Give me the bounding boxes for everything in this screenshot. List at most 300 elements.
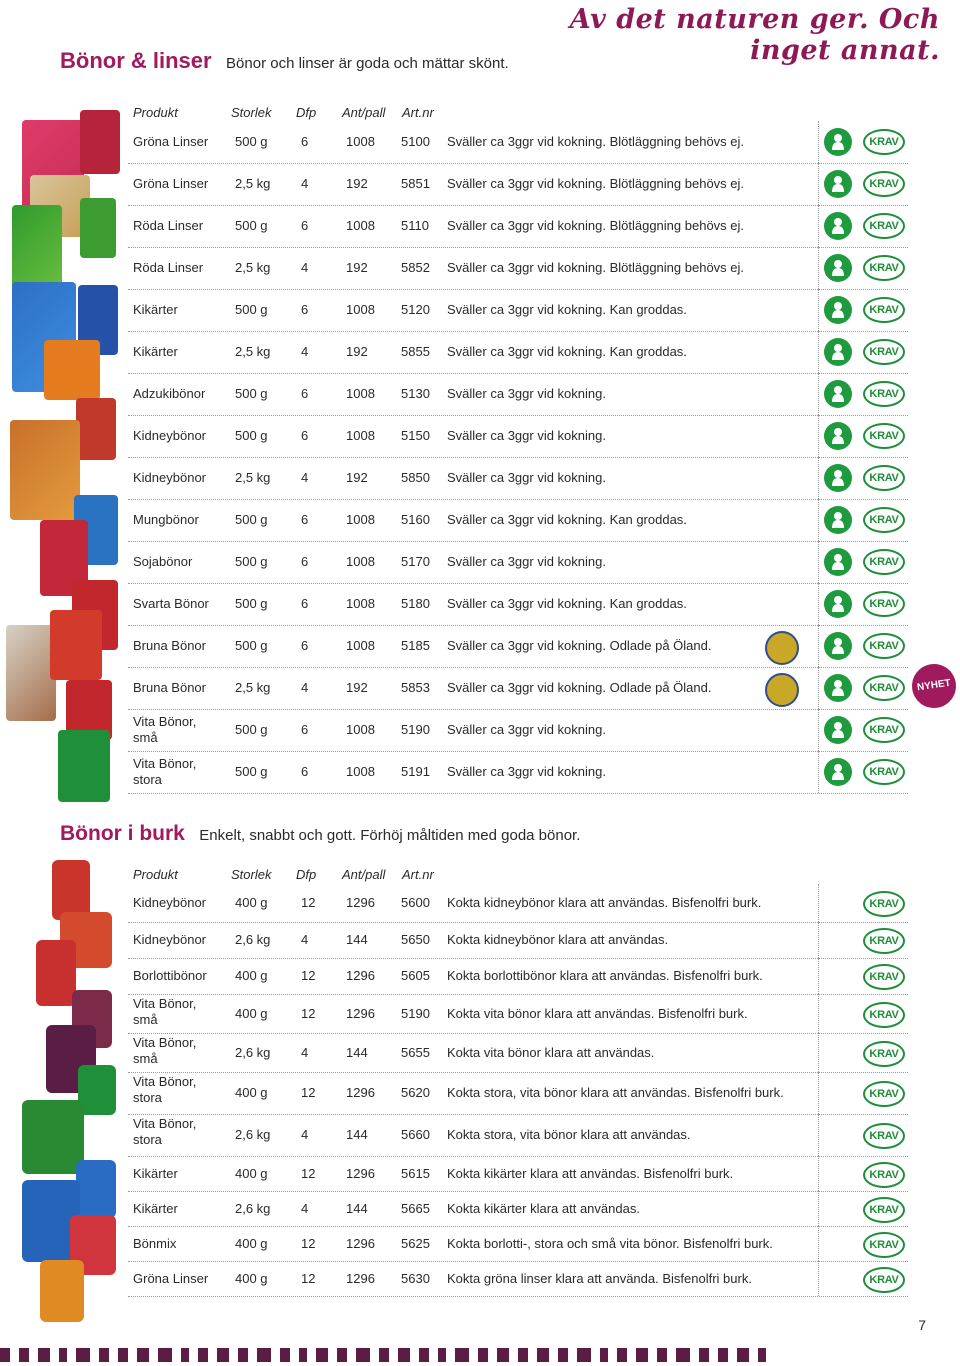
antpall-cell: 192 [346, 680, 368, 695]
krav-logo-icon: KRAV [863, 213, 905, 239]
table-row [128, 958, 908, 995]
krav-logo-icon: KRAV [863, 1267, 905, 1293]
size-cell: 2,5 kg [235, 260, 271, 275]
artnr-cell: 5660 [401, 1127, 430, 1142]
strip-segment [617, 1348, 627, 1362]
table-row [128, 457, 908, 500]
artnr-cell: 5615 [401, 1166, 430, 1181]
artnr-cell: 5605 [401, 968, 430, 983]
strip-segment [419, 1348, 429, 1362]
artnr-cell: 5650 [401, 932, 430, 947]
table-row [128, 1226, 908, 1262]
antpall-cell: 1008 [346, 764, 375, 779]
col-storlek: Storlek [231, 105, 272, 120]
strip-segment [356, 1348, 370, 1362]
dfp-cell: 4 [301, 1045, 309, 1060]
strip-segment [699, 1348, 709, 1362]
col2-artnr: Art.nr [402, 867, 434, 882]
strip-segment [217, 1348, 229, 1362]
section2-title: Bönor i burk [60, 822, 185, 845]
bottom-decoration [0, 1348, 960, 1366]
krav-logo-icon: KRAV [863, 381, 905, 407]
artnr-cell: 5855 [401, 344, 430, 359]
strip-segment [636, 1348, 648, 1362]
artnr-cell: 5150 [401, 428, 430, 443]
description-cell: Sväller ca 3ggr vid kokning. [447, 722, 606, 737]
strip-segment [455, 1348, 469, 1362]
package-image [6, 625, 56, 721]
antpall-cell: 192 [346, 344, 368, 359]
description-cell: Sväller ca 3ggr vid kokning. [447, 386, 606, 401]
origin-seal-icon [765, 673, 799, 707]
product-cell: Vita Bönor, stora [133, 1116, 197, 1147]
page-number: 7 [918, 1317, 926, 1333]
krav-logo-icon: KRAV [863, 591, 905, 617]
product-cell: Kidneybönor [133, 428, 206, 443]
vegan-icon [824, 758, 852, 786]
antpall-cell: 144 [346, 1201, 368, 1216]
strip-segment [38, 1348, 50, 1362]
vegan-icon [824, 422, 852, 450]
krav-logo-icon: KRAV [863, 1002, 905, 1028]
krav-logo-icon: KRAV [863, 297, 905, 323]
product-cell: Vita Bönor, små [133, 996, 197, 1027]
dfp-cell: 12 [301, 1085, 316, 1100]
product-cell: Vita Bönor, små [133, 714, 197, 745]
description-cell: Sväller ca 3ggr vid kokning. Blötläggning behövs ej. [447, 134, 745, 149]
col2-antpall: Ant/pall [342, 867, 386, 882]
krav-logo-icon: KRAV [863, 507, 905, 533]
dfp-cell: 12 [301, 895, 316, 910]
artnr-cell: 5655 [401, 1045, 430, 1060]
col-produkt: Produkt [133, 105, 178, 120]
table-row [128, 1191, 908, 1227]
description-cell: Sväller ca 3ggr vid kokning. Kan groddas. [447, 344, 687, 359]
size-cell: 400 g [235, 1085, 268, 1100]
krav-logo-icon: KRAV [863, 1232, 905, 1258]
product-cell: Gröna Linser [133, 134, 209, 149]
size-cell: 400 g [235, 1236, 268, 1251]
antpall-cell: 1008 [346, 512, 375, 527]
table-row [128, 1114, 908, 1157]
col2-storlek: Storlek [231, 867, 272, 882]
product-cell: Röda Linser [133, 218, 204, 233]
size-cell: 400 g [235, 1166, 268, 1181]
size-cell: 2,6 kg [235, 1127, 271, 1142]
artnr-cell: 5191 [401, 764, 430, 779]
product-cell: Adzukibönor [133, 386, 206, 401]
antpall-cell: 1008 [346, 386, 375, 401]
dfp-cell: 6 [301, 722, 309, 737]
artnr-cell: 5600 [401, 895, 430, 910]
product-cell: Röda Linser [133, 260, 204, 275]
table-row [128, 625, 908, 668]
can-image [40, 1260, 84, 1322]
artnr-cell: 5620 [401, 1085, 430, 1100]
product-cell: Kikärter [133, 344, 178, 359]
antpall-cell: 1296 [346, 1166, 375, 1181]
description-cell: Kokta stora, vita bönor klara att användas. [447, 1127, 691, 1142]
artnr-cell: 5190 [401, 722, 430, 737]
vegan-icon [824, 296, 852, 324]
dfp-cell: 6 [301, 638, 309, 653]
krav-logo-icon: KRAV [863, 717, 905, 743]
antpall-cell: 1008 [346, 638, 375, 653]
product-cell: Kikärter [133, 1201, 178, 1216]
strip-segment [657, 1348, 667, 1362]
section1-title: Bönor & linser [60, 48, 212, 73]
artnr-cell: 5850 [401, 470, 430, 485]
vegan-icon [824, 170, 852, 198]
vegan-icon [824, 716, 852, 744]
dfp-cell: 6 [301, 596, 309, 611]
product-cell: Gröna Linser [133, 1271, 209, 1286]
antpall-cell: 1008 [346, 722, 375, 737]
strip-segment [537, 1348, 549, 1362]
krav-logo-icon: KRAV [863, 465, 905, 491]
product-cell: Kidneybönor [133, 932, 206, 947]
product-cell: Borlottibönor [133, 968, 207, 983]
antpall-cell: 192 [346, 470, 368, 485]
can-image [22, 1100, 84, 1174]
description-cell: Sväller ca 3ggr vid kokning. [447, 428, 606, 443]
krav-logo-icon: KRAV [863, 633, 905, 659]
description-cell: Sväller ca 3ggr vid kokning. Blötläggning behövs ej. [447, 176, 745, 191]
size-cell: 500 g [235, 302, 268, 317]
col2-produkt: Produkt [133, 867, 178, 882]
description-cell: Kokta kidneybönor klara att användas. [447, 932, 669, 947]
description-cell: Sväller ca 3ggr vid kokning. Blötläggning behövs ej. [447, 218, 745, 233]
dfp-cell: 12 [301, 1271, 316, 1286]
col2-dfp: Dfp [296, 867, 317, 882]
strip-segment [257, 1348, 271, 1362]
vegan-icon [824, 506, 852, 534]
dfp-cell: 6 [301, 302, 309, 317]
col-artnr: Art.nr [402, 105, 434, 120]
strip-segment [518, 1348, 528, 1362]
dfp-cell: 6 [301, 512, 309, 527]
description-cell: Kokta borlotti-, stora och små vita bönor. Bisfenolfri burk. [447, 1236, 773, 1251]
size-cell: 500 g [235, 512, 268, 527]
table-row [128, 884, 908, 923]
can-image [52, 860, 90, 920]
tagline: Av det naturen ger. Och inget annat. [569, 4, 940, 66]
strip-segment [118, 1348, 128, 1362]
description-cell: Kokta borlottibönor klara att användas. Bisfenolfri burk. [447, 968, 763, 983]
strip-segment [337, 1348, 347, 1362]
size-cell: 500 g [235, 386, 268, 401]
description-cell: Kokta gröna linser klara att använda. Bisfenolfri burk. [447, 1271, 752, 1286]
strip-segment [577, 1348, 591, 1362]
antpall-cell: 144 [346, 1045, 368, 1060]
vegan-icon [824, 254, 852, 282]
dfp-cell: 6 [301, 554, 309, 569]
vegan-icon [824, 212, 852, 240]
vegan-icon [824, 674, 852, 702]
dfp-cell: 4 [301, 932, 309, 947]
artnr-cell: 5110 [401, 218, 429, 233]
table-row [128, 247, 908, 290]
antpall-cell: 1296 [346, 968, 375, 983]
antpall-cell: 1008 [346, 302, 375, 317]
strip-segment [737, 1348, 749, 1362]
strip-segment [676, 1348, 690, 1362]
dfp-cell: 4 [301, 1127, 309, 1142]
table-row [128, 667, 908, 710]
vegan-icon [824, 338, 852, 366]
dfp-cell: 4 [301, 176, 309, 191]
package-image [50, 610, 102, 680]
strip-segment [497, 1348, 509, 1362]
dfp-cell: 4 [301, 470, 309, 485]
product-cell: Gröna Linser [133, 176, 209, 191]
description-cell: Sväller ca 3ggr vid kokning. Blötläggning behövs ej. [447, 260, 745, 275]
origin-seal-icon [765, 631, 799, 665]
description-cell: Sväller ca 3ggr vid kokning. [447, 470, 606, 485]
strip-segment [379, 1348, 389, 1362]
artnr-cell: 5120 [401, 302, 430, 317]
artnr-cell: 5625 [401, 1236, 430, 1251]
vegan-icon [824, 464, 852, 492]
table-row [128, 331, 908, 374]
col-dfp: Dfp [296, 105, 317, 120]
product-cell: Bruna Bönor [133, 638, 206, 653]
antpall-cell: 1296 [346, 895, 375, 910]
table-row [128, 922, 908, 959]
vegan-icon [824, 632, 852, 660]
krav-logo-icon: KRAV [863, 339, 905, 365]
table-row [128, 205, 908, 248]
description-cell: Kokta vita bönor klara att användas. [447, 1045, 655, 1060]
section2-heading [60, 822, 580, 846]
description-cell: Kokta vita bönor klara att användas. Bisfenolfri burk. [447, 1006, 748, 1021]
size-cell: 400 g [235, 1271, 268, 1286]
strip-segment [19, 1348, 29, 1362]
section1-heading [60, 48, 509, 74]
size-cell: 400 g [235, 968, 268, 983]
dfp-cell: 12 [301, 968, 316, 983]
artnr-cell: 5100 [401, 134, 430, 149]
dfp-cell: 4 [301, 680, 309, 695]
krav-logo-icon: KRAV [863, 928, 905, 954]
artnr-cell: 5185 [401, 638, 430, 653]
table-row [128, 121, 908, 164]
strip-segment [758, 1348, 766, 1362]
vegan-icon [824, 380, 852, 408]
dfp-cell: 4 [301, 344, 309, 359]
can-image [76, 1160, 116, 1218]
description-cell: Sväller ca 3ggr vid kokning. Kan groddas. [447, 512, 687, 527]
dfp-cell: 6 [301, 764, 309, 779]
artnr-cell: 5170 [401, 554, 430, 569]
size-cell: 500 g [235, 638, 268, 653]
description-cell: Kokta stora, vita bönor klara att användas. Bisfenolfri burk. [447, 1085, 784, 1100]
size-cell: 400 g [235, 1006, 268, 1021]
antpall-cell: 192 [346, 260, 368, 275]
strip-segment [137, 1348, 149, 1362]
size-cell: 2,5 kg [235, 470, 271, 485]
antpall-cell: 144 [346, 932, 368, 947]
antpall-cell: 1008 [346, 428, 375, 443]
description-cell: Sväller ca 3ggr vid kokning. Kan groddas. [447, 302, 687, 317]
table-row [128, 1261, 908, 1297]
size-cell: 500 g [235, 218, 268, 233]
krav-logo-icon: KRAV [863, 549, 905, 575]
size-cell: 500 g [235, 722, 268, 737]
package-image [10, 420, 80, 520]
strip-segment [280, 1348, 290, 1362]
vegan-icon [824, 548, 852, 576]
antpall-cell: 1008 [346, 554, 375, 569]
strip-segment [478, 1348, 488, 1362]
description-cell: Sväller ca 3ggr vid kokning. Kan groddas. [447, 596, 687, 611]
table-row [128, 751, 908, 794]
section2-subtitle: Enkelt, snabbt och gott. Förhöj måltiden med goda bönor. [199, 827, 581, 844]
size-cell: 400 g [235, 895, 268, 910]
artnr-cell: 5180 [401, 596, 430, 611]
table-row [128, 994, 908, 1034]
antpall-cell: 144 [346, 1127, 368, 1142]
dfp-cell: 12 [301, 1166, 316, 1181]
strip-segment [198, 1348, 208, 1362]
col-antpall: Ant/pall [342, 105, 386, 120]
size-cell: 2,5 kg [235, 176, 271, 191]
table-row [128, 373, 908, 416]
dfp-cell: 4 [301, 260, 309, 275]
table-row [128, 541, 908, 584]
strip-segment [76, 1348, 90, 1362]
package-image [80, 198, 116, 258]
strip-segment [398, 1348, 410, 1362]
table-row [128, 1033, 908, 1073]
dfp-cell: 4 [301, 1201, 309, 1216]
vegan-icon [824, 128, 852, 156]
krav-logo-icon: KRAV [863, 964, 905, 990]
krav-logo-icon: KRAV [863, 675, 905, 701]
antpall-cell: 1008 [346, 218, 375, 233]
product-cell: Mungbönor [133, 512, 199, 527]
strip-segment [600, 1348, 608, 1362]
description-cell: Sväller ca 3ggr vid kokning. Odlade på Öland. [447, 680, 712, 695]
package-image [58, 730, 110, 802]
product-cell: Bönmix [133, 1236, 177, 1251]
table-row [128, 289, 908, 332]
krav-logo-icon: KRAV [863, 423, 905, 449]
artnr-cell: 5852 [401, 260, 430, 275]
description-cell: Kokta kidneybönor klara att användas. Bisfenolfri burk. [447, 895, 762, 910]
product-cell: Vita Bönor, stora [133, 1074, 197, 1105]
package-image [80, 110, 120, 174]
krav-logo-icon: KRAV [863, 1162, 905, 1188]
product-cell: Kikärter [133, 302, 178, 317]
dfp-cell: 12 [301, 1006, 316, 1021]
krav-logo-icon: KRAV [863, 255, 905, 281]
size-cell: 500 g [235, 596, 268, 611]
krav-logo-icon: KRAV [863, 891, 905, 917]
dfp-cell: 12 [301, 1236, 316, 1251]
product-cell: Vita Bönor, små [133, 1035, 197, 1066]
strip-segment [558, 1348, 568, 1362]
antpall-cell: 1008 [346, 134, 375, 149]
section1-subtitle: Bönor och linser är goda och mättar skönt. [226, 55, 509, 72]
strip-segment [181, 1348, 189, 1362]
artnr-cell: 5160 [401, 512, 430, 527]
table-row [128, 163, 908, 206]
vegan-icon [824, 590, 852, 618]
description-cell: Kokta kikärter klara att användas. Bisfenolfri burk. [447, 1166, 734, 1181]
product-cell: Bruna Bönor [133, 680, 206, 695]
description-cell: Sväller ca 3ggr vid kokning. [447, 764, 606, 779]
strip-segment [99, 1348, 109, 1362]
artnr-cell: 5130 [401, 386, 430, 401]
krav-logo-icon: KRAV [863, 1123, 905, 1149]
strip-segment [299, 1348, 307, 1362]
product-cell: Kikärter [133, 1166, 178, 1181]
table-row [128, 499, 908, 542]
size-cell: 500 g [235, 554, 268, 569]
description-cell: Sväller ca 3ggr vid kokning. [447, 554, 606, 569]
table-row [128, 1072, 908, 1115]
antpall-cell: 1008 [346, 596, 375, 611]
product-cell: Kidneybönor [133, 895, 206, 910]
artnr-cell: 5851 [401, 176, 430, 191]
size-cell: 2,5 kg [235, 344, 271, 359]
strip-segment [238, 1348, 248, 1362]
krav-logo-icon: KRAV [863, 1041, 905, 1067]
strip-segment [59, 1348, 67, 1362]
nyhet-badge: NYHET [909, 661, 959, 711]
can-image [36, 940, 76, 1006]
artnr-cell: 5630 [401, 1271, 430, 1286]
dfp-cell: 6 [301, 386, 309, 401]
product-cell: Svarta Bönor [133, 596, 209, 611]
package-image [76, 398, 116, 460]
dfp-cell: 6 [301, 218, 309, 233]
strip-segment [718, 1348, 728, 1362]
antpall-cell: 192 [346, 176, 368, 191]
antpall-cell: 1296 [346, 1006, 375, 1021]
size-cell: 500 g [235, 764, 268, 779]
table-row [128, 1156, 908, 1192]
package-image [44, 340, 100, 400]
size-cell: 500 g [235, 428, 268, 443]
artnr-cell: 5853 [401, 680, 430, 695]
artnr-cell: 5665 [401, 1201, 430, 1216]
table-row [128, 583, 908, 626]
size-cell: 2,6 kg [235, 1201, 271, 1216]
dfp-cell: 6 [301, 428, 309, 443]
size-cell: 500 g [235, 134, 268, 149]
artnr-cell: 5190 [401, 1006, 430, 1021]
table-row [128, 709, 908, 752]
product-cell: Kidneybönor [133, 470, 206, 485]
krav-logo-icon: KRAV [863, 1197, 905, 1223]
krav-logo-icon: KRAV [863, 171, 905, 197]
size-cell: 2,5 kg [235, 680, 271, 695]
krav-logo-icon: KRAV [863, 759, 905, 785]
size-cell: 2,6 kg [235, 932, 271, 947]
antpall-cell: 1296 [346, 1236, 375, 1251]
strip-segment [0, 1348, 10, 1362]
antpall-cell: 1296 [346, 1271, 375, 1286]
antpall-cell: 1296 [346, 1085, 375, 1100]
strip-segment [158, 1348, 172, 1362]
size-cell: 2,6 kg [235, 1045, 271, 1060]
description-cell: Sväller ca 3ggr vid kokning. Odlade på Öland. [447, 638, 712, 653]
dfp-cell: 6 [301, 134, 309, 149]
strip-segment [438, 1348, 446, 1362]
strip-segment [316, 1348, 328, 1362]
